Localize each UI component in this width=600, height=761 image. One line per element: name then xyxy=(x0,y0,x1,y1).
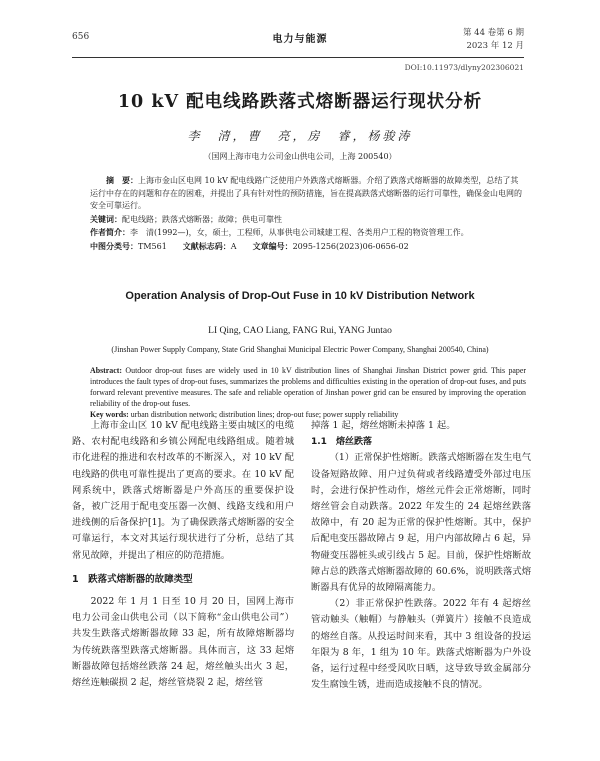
abstract-cn-text: 上海市金山区电网 10 kV 配电线路广泛使用户外跌落式熔断器。介绍了跌落式熔断器的故障类型，总结了其运行中存在的问题和存在的困难，并提出了具有针对性的预防措施，旨在提高跌落式熔断器的运行可靠性，确保金山电网的安全可靠运行。 xyxy=(90,176,522,211)
clc-value: TM561 xyxy=(138,241,167,251)
continued-text: 掉落 1 起，熔丝熔断未掉落 1 起。 xyxy=(311,420,456,431)
abstract-en-label: Abstract: xyxy=(90,366,122,375)
affiliation: （国网上海市电力公司金山供电公司，上海 200540） xyxy=(203,152,397,161)
body-column-left xyxy=(72,418,294,691)
issue-date: 2023 年 12 月 xyxy=(466,41,524,51)
section-1-paragraph: 2022 年 1 月 1 日至 10 月 20 日，国网上海市电力公司金山供电公司（以下简称“金山供电公司”）共发生跌落式熔断器故障 33 起，所有故障熔断器均为传统跌落型跌落式熔断器。具体而言，这 33 起熔断器故障包括熔丝跌落 24 起，熔丝触头出火 3 起，熔丝连触碳损 2 起，熔丝管烧裂 2 起，熔丝管 xyxy=(72,596,294,689)
abstract-cn-para xyxy=(90,174,526,213)
doi: DOI:10.11973/dlyny202306021 xyxy=(404,63,524,72)
volume-issue: 第 44 卷第 6 期 xyxy=(462,28,524,38)
body-column-right xyxy=(311,418,531,693)
keywords-cn-line xyxy=(90,213,526,227)
author-bio-line xyxy=(90,226,526,240)
doc-code-label: 文献标志码： xyxy=(182,240,231,251)
header-rule xyxy=(72,57,524,58)
intro-paragraph: 上海市金山区 10 kV 配电线路主要由城区的电缆路、农村配电线路和乡镇公网配电线路组成。随着城市化进程的推进和农村改革的不断深入，对 10 kV 配电线路的供电可靠性提出了更高的要求。在 10 kV 配网系统中，跌落式熔断器是户外高压的重要保护设备，被广泛用于配电变压器一次侧、线路支线和用户进线侧的后备保护[1]。为了确保跌落式熔断器的安全可靠运行，本文对其运行现状进行了分析，总结了其常见故障，并提出了相应的防范措施。 xyxy=(72,420,294,561)
authors: 李 清，曹 亮，房 睿，杨骏涛 xyxy=(187,129,413,143)
abstract-cn-label: 摘 要： xyxy=(106,175,138,185)
article-no-value: 2095-1256(2023)06-0656-02 xyxy=(292,241,409,251)
doc-code-value: A xyxy=(230,241,237,251)
english-title: Operation Analysis of Drop-Out Fuse in 10 kV Distribution Network xyxy=(125,290,475,302)
keywords-cn: 配电线路；跌落式熔断器；故障；供电可靠性 xyxy=(122,214,282,224)
section-1-1-paragraph-2: （2）非正常保护性跌落。2022 年有 4 起熔丝管动触头（触帽）与静触头（弹簧片）接触不良造成的熔丝自落。从投运时间来看，其中 3 组设备的投运年限为 8 年，1 组为 10 年。跌落式熔断器为户外设备，运行过程中经受风吹日晒，这导致导致金属部分发生腐蚀生锈，进而造成接触不良的情况。 xyxy=(311,598,531,691)
author-bio-label: 作者简介： xyxy=(90,227,130,238)
page-number: 656 xyxy=(72,32,90,42)
author-bio: 李 清(1992—)，女，硕士，工程师，从事供电公司城建工程、各类用户工程的物资管理工作。 xyxy=(130,228,469,238)
keywords-cn-label: 关键词： xyxy=(90,213,122,224)
classification-line xyxy=(90,240,526,254)
abstract-en xyxy=(90,365,526,420)
article-no-label: 文章编号： xyxy=(252,240,293,251)
english-affiliation: (Jinshan Power Supply Company, State Grid Shanghai Municipal Electric Power Company, Shanghai 200540, China) xyxy=(111,345,489,354)
clc-label: 中图分类号： xyxy=(90,240,138,251)
journal-name: 电力与能源 xyxy=(272,34,328,45)
keywords-en-label: Key words: xyxy=(90,410,129,419)
section-1-heading: 1 跌落式熔断器的故障类型 xyxy=(72,573,193,585)
section-1-1-heading: 1.1 熔丝跌落 xyxy=(311,437,372,448)
english-authors: LI Qing, CAO Liang, FANG Rui, YANG Juntao xyxy=(208,326,392,336)
abstract-en-para xyxy=(90,365,526,409)
keywords-en: urban distribution network; distribution lines; drop-out fuse; power supply reliability xyxy=(130,410,399,419)
issue-info xyxy=(463,27,524,53)
abstract-en-text: Outdoor drop-out fuses are widely used in 10 kV distribution lines of Shanghai Jinshan District power grid. This paper introduces the fault types of drop-out fuses, summarizes the problems and difficulties existing in the operation of drop-out fuses, and puts forward relevant preventive measures. The safe and reliable operation of Jinshan power grid can be ensured by improving the operation reliability of the drop-out fuses. xyxy=(90,366,526,408)
abstract-cn xyxy=(90,174,526,254)
paper-title: 10 kV 配电线路跌落式熔断器运行现状分析 xyxy=(117,92,483,112)
section-1-1-paragraph-1: （1）正常保护性熔断。跌落式熔断器在发生电气设备短路故障、用户过负荷或者线路遭受外部过电压时，会进行保护性动作，熔丝元件会正常熔断，同时熔丝管会自动跌落。2022 年发生的 24 起熔丝跌落故障中，有 20 起为正常的保护性熔断。其中，保护后配电变压器故障占 9 起，用户内部故障占 6 起，异物碰变压器桩头或引线占 5 起。目前，保护性熔断故障占总的跌落式熔断器故障的 60.6%，说明跌落式熔断器具有优异的故障隔离能力。 xyxy=(311,452,531,594)
